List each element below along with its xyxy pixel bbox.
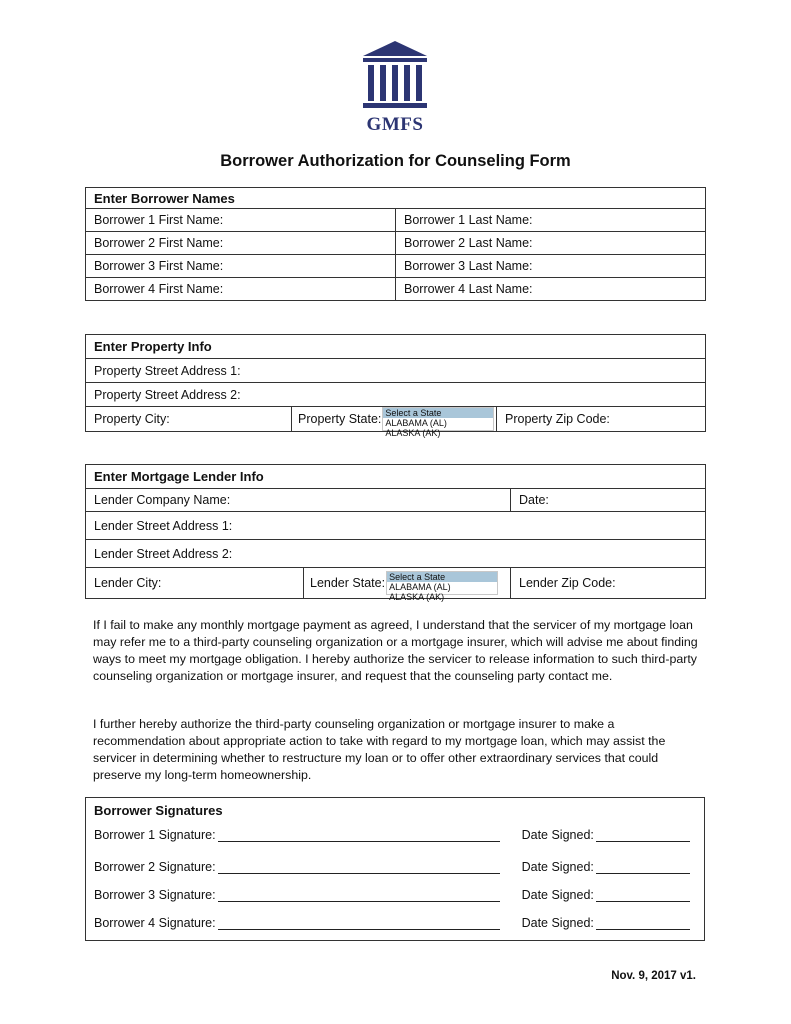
date-signed-label: Date Signed:: [521, 888, 594, 902]
signature-row: [94, 888, 699, 902]
borrower-2-signature-line[interactable]: [218, 861, 500, 874]
lender-zip-field[interactable]: Lender Zip Code:: [511, 568, 706, 599]
state-option[interactable]: ALASKA (AK): [385, 428, 441, 438]
signature-row: [94, 916, 699, 930]
lender-info-header: Enter Mortgage Lender Info: [86, 465, 706, 489]
borrower-4-first-name-field[interactable]: Borrower 4 First Name:: [86, 278, 396, 301]
lender-company-field[interactable]: Lender Company Name:: [86, 489, 511, 512]
borrower-2-first-name-field[interactable]: Borrower 2 First Name:: [86, 232, 396, 255]
signature-label: Borrower 2 Signature:: [94, 860, 216, 874]
borrower-3-signature-line[interactable]: [218, 889, 500, 902]
building-columns-icon: [355, 38, 435, 112]
signature-row: [94, 860, 699, 874]
borrower-4-signature-line[interactable]: [218, 917, 500, 930]
lender-info-table: [85, 464, 706, 602]
borrower-1-date-line[interactable]: [596, 829, 690, 842]
date-signed-label: Date Signed:: [521, 860, 594, 874]
borrower-4-date-line[interactable]: [596, 917, 690, 930]
borrower-names-table: [85, 187, 706, 301]
lender-address-1-field[interactable]: Lender Street Address 1:: [86, 512, 706, 540]
property-zip-field[interactable]: Property Zip Code:: [497, 407, 706, 432]
borrower-3-last-name-field[interactable]: Borrower 3 Last Name:: [396, 255, 706, 278]
date-signed-label: Date Signed:: [521, 828, 594, 842]
borrower-1-first-name-field[interactable]: Borrower 1 First Name:: [86, 209, 396, 232]
property-state-label: Property State:: [298, 412, 382, 426]
signatures-header: Borrower Signatures: [94, 803, 223, 818]
date-signed-label: Date Signed:: [521, 916, 594, 930]
authorization-paragraph-1: If I fail to make any monthly mortgage payment as agreed, I understand that the servicer of my mortgage loan may refer me to a third-party counseling organization or a mortgage insurer, which will advise me about finding ways to meet my mortgage obligation. I hereby authorize the servicer to release information to such third-party counseling organization or mortgage insurer, and request that the counseling party contact me.: [93, 618, 698, 683]
lender-state-cell: [304, 568, 511, 602]
lender-address-2-field[interactable]: Lender Street Address 2:: [86, 540, 706, 568]
lender-city-field[interactable]: Lender City:: [86, 568, 304, 599]
logo-text: GMFS: [366, 114, 424, 135]
property-state-cell: [292, 407, 497, 438]
property-state-select[interactable]: [382, 407, 494, 438]
borrower-2-date-line[interactable]: [596, 861, 690, 874]
borrower-names-header: Enter Borrower Names: [86, 188, 706, 209]
authorization-paragraph-2: I further hereby authorize the third-party counseling organization or mortgage insurer to make a recommendation about appropriate action to take with regard to my mortgage loan, which may assist the servicer in determining whether to restructure my loan or to offer other extraordinary services that could preserve my long-term homeownership.: [93, 717, 666, 782]
gmfs-logo: [355, 38, 435, 138]
state-option[interactable]: ALABAMA (AL): [389, 582, 451, 592]
state-option[interactable]: ALABAMA (AL): [385, 418, 447, 428]
borrower-3-first-name-field[interactable]: Borrower 3 First Name:: [86, 255, 396, 278]
property-info-header: Enter Property Info: [86, 335, 706, 359]
page-title: Borrower Authorization for Counseling Form: [220, 152, 571, 170]
signature-label: Borrower 1 Signature:: [94, 828, 216, 842]
borrower-1-last-name-field[interactable]: Borrower 1 Last Name:: [396, 209, 706, 232]
signature-label: Borrower 3 Signature:: [94, 888, 216, 902]
property-address-2-field[interactable]: Property Street Address 2:: [86, 383, 706, 407]
property-info-table: [85, 334, 706, 438]
borrower-2-last-name-field[interactable]: Borrower 2 Last Name:: [396, 232, 706, 255]
borrower-1-signature-line[interactable]: [218, 829, 500, 842]
state-option[interactable]: Select a State: [383, 408, 493, 418]
borrower-3-date-line[interactable]: [596, 889, 690, 902]
state-option[interactable]: ALASKA (AK): [389, 592, 445, 602]
lender-date-field[interactable]: Date:: [511, 489, 706, 512]
borrower-4-last-name-field[interactable]: Borrower 4 Last Name:: [396, 278, 706, 301]
signature-label: Borrower 4 Signature:: [94, 916, 216, 930]
property-address-1-field[interactable]: Property Street Address 1:: [86, 359, 706, 383]
lender-state-label: Lender State:: [310, 576, 386, 590]
version-label: Nov. 9, 2017 v1.: [611, 970, 696, 982]
borrower-signatures-box: [85, 797, 705, 941]
lender-state-select[interactable]: [386, 571, 498, 602]
signature-row: [94, 828, 699, 842]
property-city-field[interactable]: Property City:: [86, 407, 292, 432]
state-option[interactable]: Select a State: [387, 572, 497, 582]
